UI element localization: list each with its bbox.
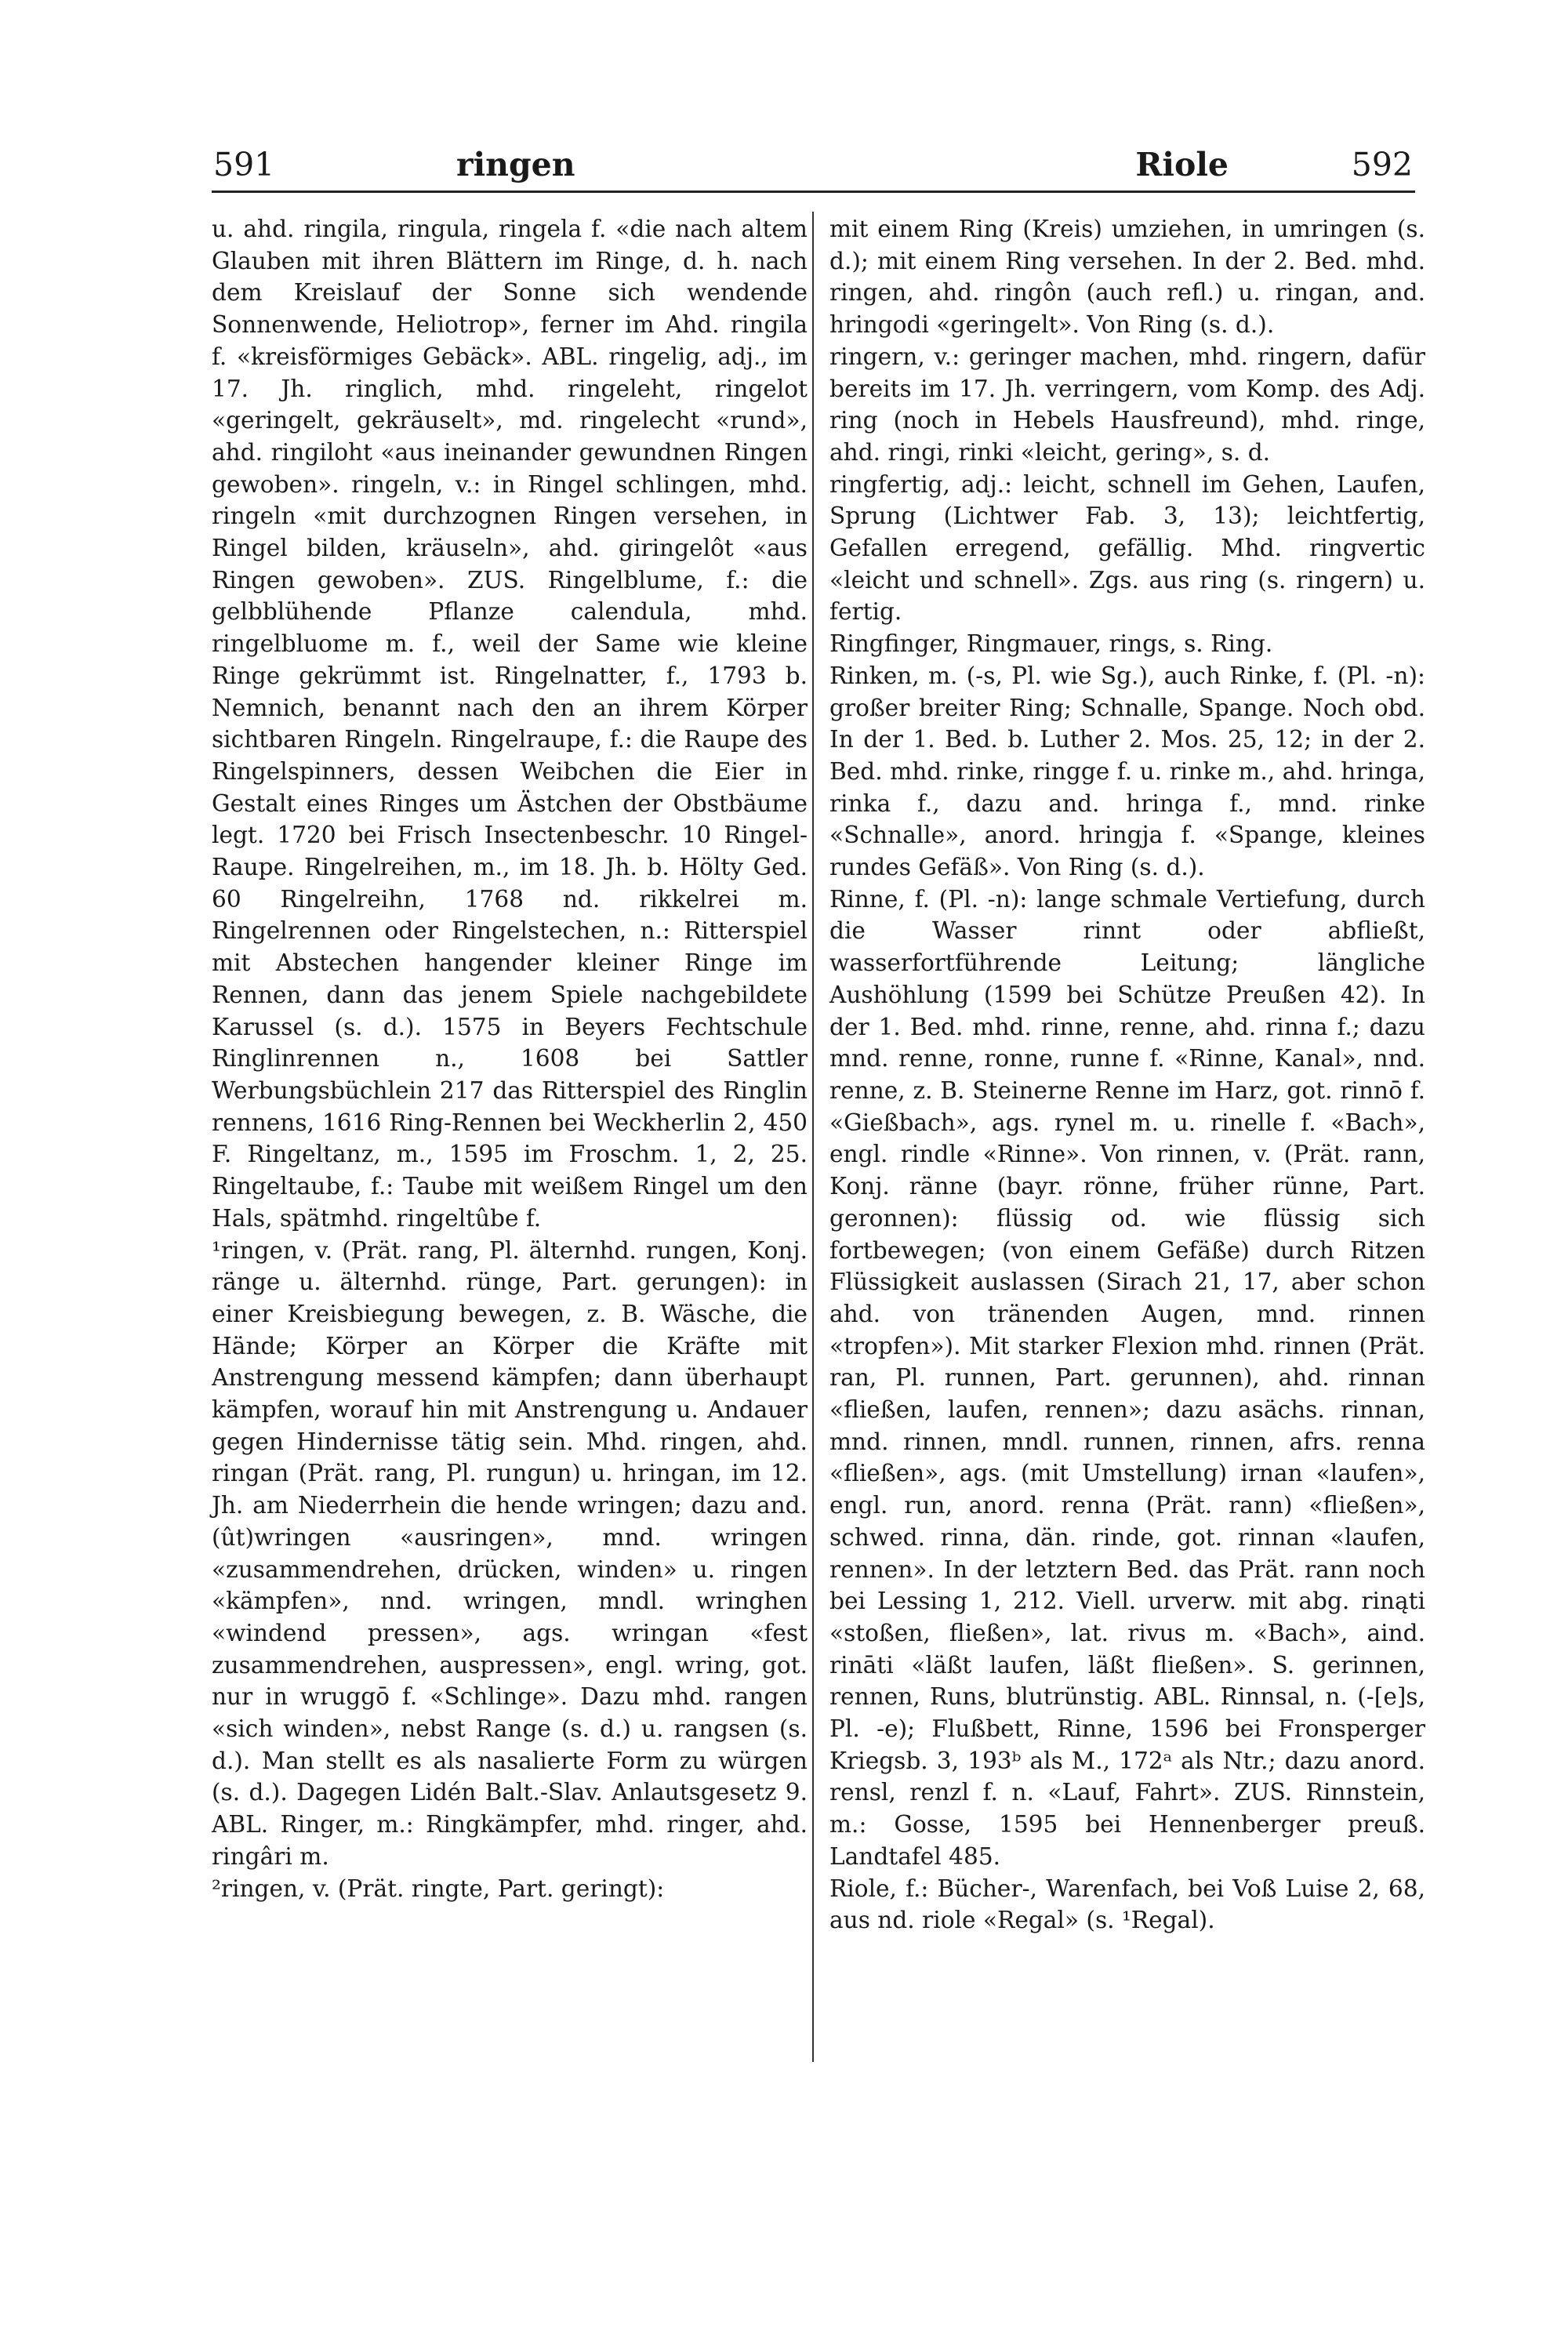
entry-paragraph: Rinne, f. (Pl. -n): lange schmale Vertiefung, durch die Wasser rinnt oder abfließt, wasserfortführende Leitung; längliche Aushöhlung (1599 bei Schütze Preußen 42). In der 1. Bed. mhd. rinne, renne, ahd. rinna f.; dazu mnd. renne, ronne, runne f. «Rinne, Kanal», nnd. renne, z. B. Steinerne Renne im Harz, got. rinnō f. «Gießbach», ags. rynel m. u. rinelle f. «Bach», engl. rindle «Rinne». Von rinnen, v. (Prät. rann, Konj. ränne (bayr. rönne, früher rünne, Part. geronnen): flüssig od. wie flüssig sich fortbewegen; (von einem Gefäße) durch Ritzen Flüssigkeit auslassen (Sirach 21, 17, aber schon ahd. von tränenden Augen, mnd. rinnen «tropfen»). Mit starker Flexion mhd. rinnen (Prät. ran, Pl. runnen, Part. gerunnen), ahd. rinnan «fließen, laufen, rennen»; dazu asächs. rinnan, mnd. rinnen, mndl. runnen, rinnen, afrs. renna «fließen», ags. (mit Umstellung) irnan «laufen», engl. run, anord. renna (Prät. rann) «fließen», schwed. rinna, dän. rinde, got. rinnan «laufen, rennen». In der letztern Bed. das Prät. rann noch bei Lessing 1, 212. Viell. urverw. mit abg. rinąti «stoßen, fließen», lat. rivus m. «Bach», aind. rināti «läßt laufen, läßt fließen». S. gerinnen, rennen, Runs, blutrünstig. ABL. Rinnsal, n. (-[e]s, Pl. -e); Flußbett, Rinne, 1596 bei Fronsperger Kriegsb. 3, 193ᵇ als M., 172ᵃ als Ntr.; dazu anord. rensl, renzl f. n. «Lauf, Fahrt». ZUS. Rinnstein, m.: Gosse, 1595 bei Hennenberger preuß. Landtafel 485.	[829, 885, 1425, 1870]
running-header	[213, 145, 1413, 192]
entry-paragraph: Ringfinger, Ringmauer, rings, s. Ring.	[829, 630, 1273, 658]
right-column	[829, 213, 1425, 1936]
left-column	[212, 213, 808, 1904]
entry-paragraph: ¹ringen, v. (Prät. rang, Pl. älternhd. rungen, Konj. ränge u. älternhd. rünge, Part. gerungen): in einer Kreisbiegung bewegen, z. B. Wäsche, die Hände; Körper an Körper die Kräfte mit Anstrengung messend kämpfen; dann überhaupt kämpfen, worauf hin mit Anstrengung u. Andauer gegen Hindernisse tätig sein. Mhd. ringen, ahd. ringan (Prät. rang, Pl. rungun) u. hringan, im 12. Jh. am Niederrhein die hende wringen; dazu and. (ût)wringen «ausringen», mnd. wringen «zusammendrehen, drücken, winden» u. ringen «kämpfen», nnd. wringen, mndl. wringhen «windend pressen», ags. wringan «fest zusammendrehen, auspressen», engl. wring, got. nur in wruggō f. «Schlinge». Dazu mhd. rangen «sich winden», nebst Range (s. d.) u. rangsen (s. d.). Man stellt es als nasalierte Form zu würgen (s. d.). Dagegen Lidén Balt.-Slav. Anlautsgesetz 9. ABL. Ringer, m.: Ringkämpfer, mhd. ringer, ahd. ringâri m.	[212, 1236, 808, 1870]
entry-paragraph: mit einem Ring (Kreis) umziehen, in umringen (s. d.); mit einem Ring versehen. In der 2. Bed. mhd. ringen, ahd. ringôn (auch refl.) u. ringan, and. hringodi «geringelt». Von Ring (s. d.).	[829, 216, 1425, 339]
entry-paragraph: u. ahd. ringila, ringula, ringela f. «die nach altem Glauben mit ihren Blättern im Ringe, d. h. nach dem Kreislauf der Sonne sich wendende Sonnenwende, Heliotrop», ferner im Ahd. ringila f. «kreisförmiges Gebäck». ABL. ringelig, adj., im 17. Jh. ringlich, mhd. ringeleht, ringelot «geringelt, gekräuselt», md. ringelecht «rund», ahd. ringiloht «aus ineinander gewundnen Ringen gewoben». ringeln, v.: in Ringel schlingen, mhd. ringeln «mit durchzognen Ringen versehen, in Ringel bilden, kräuseln», ahd. giringelôt «aus Ringen gewoben». ZUS. Ringelblume, f.: die gelbblühende Pflanze calendula, mhd. ringelbluome m. f., weil der Same wie kleine Ringe gekrümmt ist. Ringelnatter, f., 1793 b. Nemnich, benannt nach den an ihrem Körper sichtbaren Ringeln. Ringelraupe, f.: die Raupe des Ringelspinners, dessen Weibchen die Eier in Gestalt eines Ringes um Ästchen der Obstbäume legt. 1720 bei Frisch Insectenbeschr. 10 Ringel-Raupe. Ringelreihen, m., im 18. Jh. b. Hölty Ged. 60 Ringelreihn, 1768 nd. rikkelrei m. Ringelrennen oder Ringelstechen, n.: Ritterspiel mit Abstechen hangender kleiner Ringe im Rennen, dann das jenem Spiele nachgebildete Karussel (s. d.). 1575 in Beyers Fechtschule Ringlinrennen n., 1608 bei Sattler Werbungsbüchlein 217 das Ritterspiel des Ringlin rennens, 1616 Ring-Rennen bei Weckherlin 2, 450 F. Ringeltanz, m., 1595 im Froschm. 1, 2, 25. Ringeltaube, f.: Taube mit weißem Ringel um den Hals, spätmhd. ringeltûbe f.	[212, 216, 808, 1232]
header-rule	[212, 191, 1415, 193]
entry-paragraph: ringfertig, adj.: leicht, schnell im Gehen, Laufen, Sprung (Lichtwer Fab. 3, 13); leichtfertig, Gefallen erregend, gefällig. Mhd. ringvertic «leicht und schnell». Zgs. aus ring (s. ringern) u. fertig.	[829, 470, 1425, 626]
right-page-number: 592	[1351, 146, 1413, 183]
entry-paragraph: Rinken, m. (-s, Pl. wie Sg.), auch Rinke, f. (Pl. -n): großer breiter Ring; Schnalle, Spange. Noch obd. In der 1. Bed. b. Luther 2. Mos. 25, 12; in der 2. Bed. mhd. rinke, ringge f. u. rinke m., ahd. hringa, rinka f., dazu and. hringa f., mnd. rinke «Schnalle», anord. hringja f. «Spange, kleines rundes Gefäß». Von Ring (s. d.).	[829, 662, 1425, 881]
left-catchword: ringen	[456, 146, 575, 183]
entry-paragraph: Riole, f.: Bücher-, Warenfach, bei Voß Luise 2, 68, aus nd. riole «Regal» (s. ¹Regal).	[829, 1875, 1425, 1934]
entry-paragraph: ²ringen, v. (Prät. ringte, Part. geringt):	[212, 1875, 665, 1902]
left-page-number: 591	[213, 146, 275, 183]
right-catchword: Riole	[1135, 146, 1229, 183]
column-divider	[812, 212, 814, 2062]
entry-paragraph: ringern, v.: geringer machen, mhd. ringern, dafür bereits im 17. Jh. verringern, vom Komp. des Adj. ring (noch in Hebels Hausfreund), mhd. ringe, ahd. ringi, rinki «leicht, gering», s. d.	[829, 343, 1425, 466]
